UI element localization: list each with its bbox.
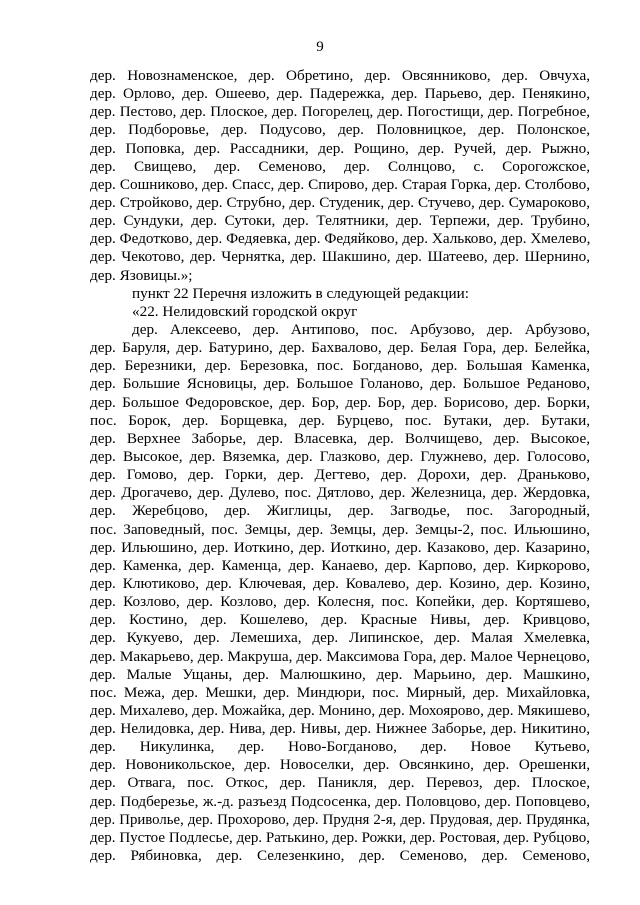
text-line: дер. Высокое, дер. Вяземка, дер. Глазково, дер. Глужнево, дер. Голосово, (90, 447, 590, 465)
text-line: дер. Орлово, дер. Ошеево, дер. Падережка, дер. Парьево, дер. Пенякино, (90, 85, 590, 103)
text-line: дер. Козлово, дер. Козлово, дер. Колесня, пос. Копейки, дер. Кортяшево, (90, 593, 590, 611)
text-line: дер. Алексеево, дер. Антипово, пос. Арбузово, дер. Арбузово, (132, 320, 590, 338)
text-line: пос. Межа, дер. Мешки, дер. Миндюри, пос. Мирный, дер. Михайловка, (90, 683, 590, 701)
text-line: дер. Подберезье, ж.-д. разъезд Подсосенка, дер. Половцово, дер. Поповцево, (90, 792, 590, 810)
text-line: дер. Подборовье, дер. Подусово, дер. Половницкое, дер. Полонское, (90, 121, 590, 139)
text-line: дер. Пустое Подлесье, дер. Ратькино, дер. Рожки, дер. Ростовая, дер. Рубцово, (90, 829, 590, 846)
text-line: дер. Большие Ясновицы, дер. Большое Голаново, дер. Большое Реданово, (90, 375, 590, 393)
text-line: дер. Отвага, пос. Откос, дер. Паникля, дер. Перевоз, дер. Плоское, (90, 774, 590, 792)
page-number: 9 (316, 39, 324, 55)
text-line: дер. Рябиновка, дер. Селезенкино, дер. Семеново, дер. Семеново, (90, 847, 590, 865)
text-line: дер. Новознаменское, дер. Обретино, дер. Овсянниково, дер. Овчуха, (90, 67, 590, 84)
text-line: пункт 22 Перечня изложить в следующей редакции: (132, 284, 470, 302)
text-line: дер. Костино, дер. Кошелево, дер. Красные Нивы, дер. Кривцово, (90, 611, 590, 629)
text-line: дер. Федотково, дер. Федяевка, дер. Федяйково, дер. Хальково, дер. Хмелево, (90, 230, 591, 248)
text-line: дер. Новоникольское, дер. Новоселки, дер. Овсянкино, дер. Орешенки, (90, 756, 590, 774)
text-line: дер. Большое Федоровское, дер. Бор, дер. Бор, дер. Борисово, дер. Борки, (90, 393, 590, 411)
text-line: дер. Чекотово, дер. Чернятка, дер. Шакшино, дер. Шатеево, дер. Шернино, (90, 248, 590, 266)
text-line: дер. Каменка, дер. Каменца, дер. Канаево, дер. Карпово, дер. Киркорово, (90, 556, 590, 574)
text-line: пос. Борок, дер. Борщевка, дер. Бурцево, пос. Бутаки, дер. Бутаки, (90, 411, 590, 429)
text-line: дер. Макарьево, дер. Макруша, дер. Максимова Гора, дер. Малое Чернецово, (90, 647, 590, 665)
text-line: дер. Никулинка, дер. Ново-Богданово, дер. Новое Кутьево, (90, 738, 590, 756)
text-line: дер. Дрогачево, дер. Дулево, пос. Дятлово, дер. Железница, дер. Жердовка, (90, 484, 590, 502)
text-line: дер. Пестово, дер. Плоское, дер. Погорелец, дер. Погостищи, дер. Погребное, (90, 104, 590, 121)
text-line: дер. Михалево, дер. Можайка, дер. Монино, дер. Мохоярово, дер. Мякишево, (90, 701, 591, 719)
text-line: дер. Стройково, дер. Струбно, дер. Студеник, дер. Стучево, дер. Сумароково, (90, 193, 590, 211)
text-line: дер. Баруля, дер. Батурино, дер. Бахвалово, дер. Белая Гора, дер. Белейка, (90, 339, 590, 357)
text-line: дер. Приволье, дер. Прохорово, дер. Прудня 2-я, дер. Прудовая, дер. Прудянка, (90, 811, 590, 828)
text-line: пос. Заповедный, пос. Земцы, дер. Земцы, дер. Земцы-2, пос. Ильюшино, (90, 520, 590, 538)
text-line: дер. Ильюшино, дер. Иоткино, дер. Иоткино, дер. Казаково, дер. Казарино, (90, 538, 590, 556)
text-line: дер. Язовицы.»; (90, 266, 193, 284)
text-line: «22. Нелидовский городской округ (132, 302, 358, 320)
text-line: дер. Гомово, дер. Горки, дер. Дегтево, дер. Дорохи, дер. Драньково, (90, 466, 590, 484)
text-line: дер. Верхнее Заборье, дер. Власевка, дер. Волчищево, дер. Высокое, (90, 429, 590, 447)
text-line: дер. Малые Ущаны, дер. Малюшкино, дер. Марьино, дер. Машкино, (90, 665, 590, 683)
text-line: дер. Сошниково, дер. Спасс, дер. Спирово, дер. Старая Горка, дер. Столбово, (90, 175, 590, 193)
body-text (90, 67, 590, 865)
text-line: дер. Сундуки, дер. Сутоки, дер. Телятники, дер. Терпежи, дер. Трубино, (90, 212, 590, 230)
text-line: дер. Поповка, дер. Рассадники, дер. Рощино, дер. Ручей, дер. Рыжно, (90, 139, 590, 157)
text-line: дер. Березники, дер. Березовка, пос. Богданово, дер. Большая Каменка, (90, 357, 590, 375)
text-line: дер. Кукуево, дер. Лемешиха, дер. Липинское, дер. Малая Хмелевка, (90, 629, 590, 647)
text-line: дер. Жеребцово, дер. Жиглицы, дер. Загводье, пос. Загородный, (90, 502, 590, 520)
text-line: дер. Клютиково, дер. Ключевая, дер. Ковалево, дер. Козино, дер. Козино, (90, 574, 590, 592)
text-line: дер. Свищево, дер. Семеново, дер. Солнцово, с. Сорогожское, (90, 157, 590, 175)
text-line: дер. Нелидовка, дер. Нива, дер. Нивы, дер. Нижнее Заборье, дер. Никитино, (90, 720, 590, 738)
